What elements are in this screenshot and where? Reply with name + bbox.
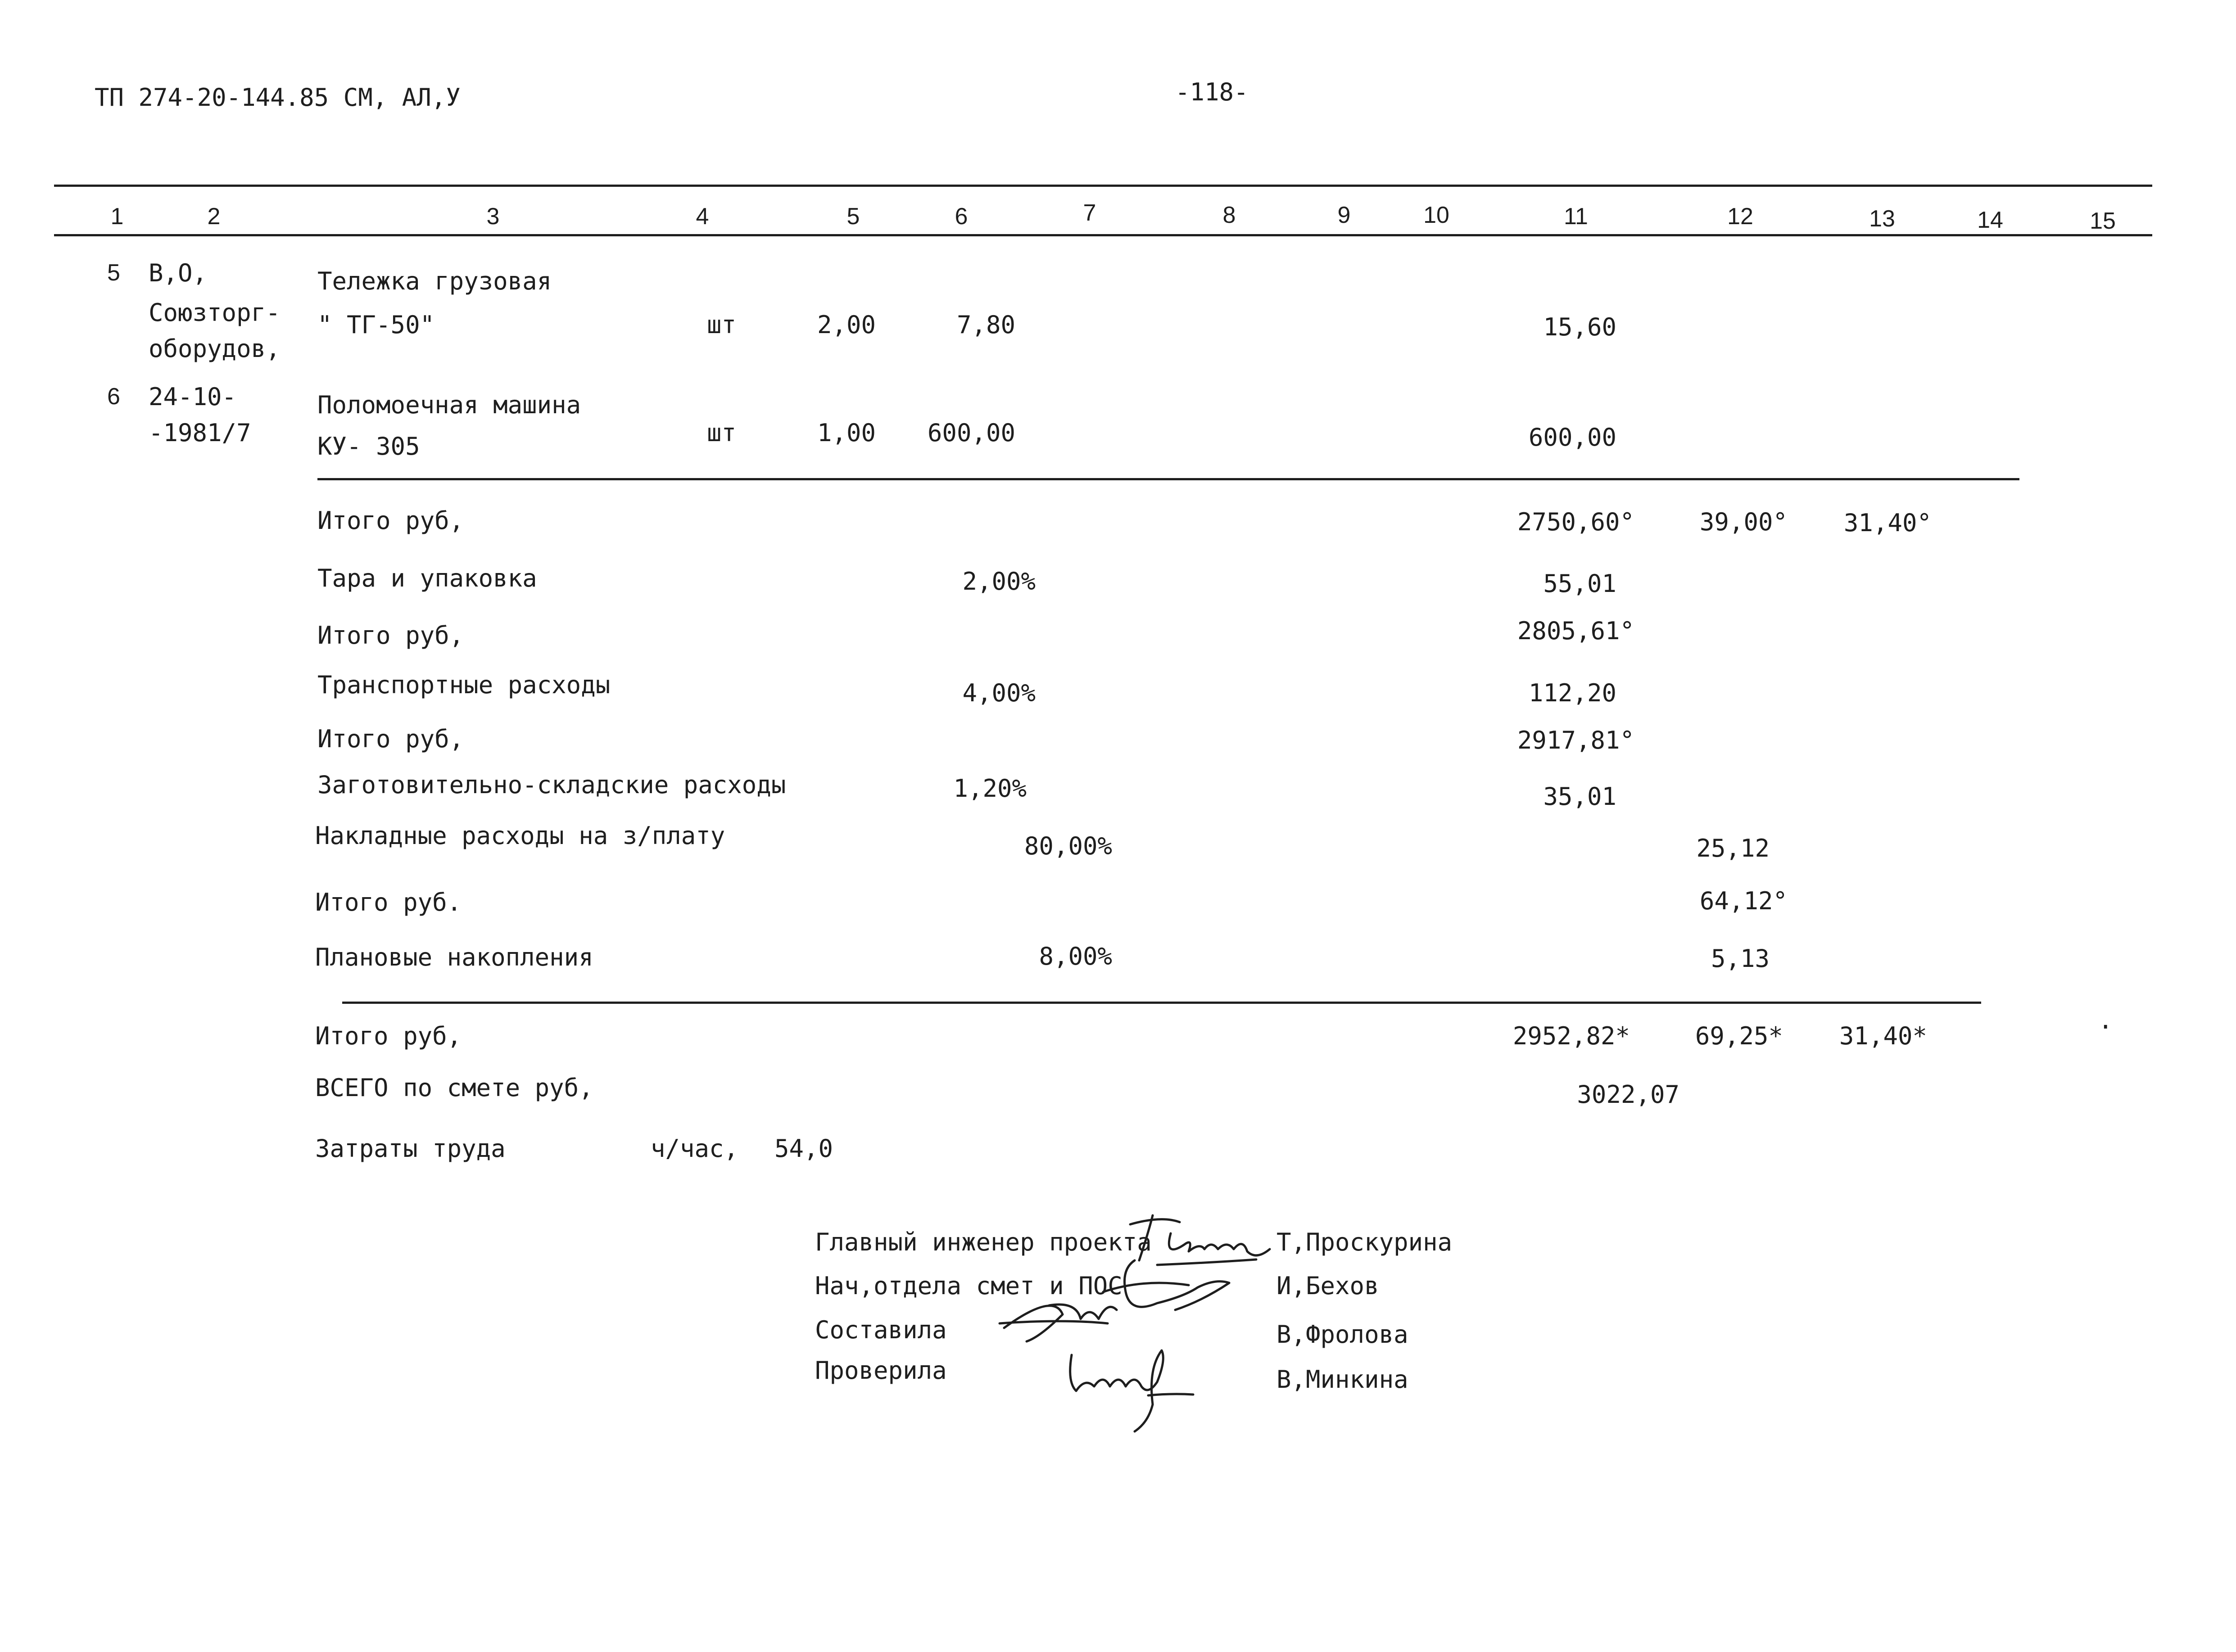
summary-label: Итого руб, [317,725,464,753]
signature-minkina [1058,1341,1229,1436]
summary-percent: 2,00% [962,567,1036,596]
item-source: Союзторг- [149,298,281,327]
final-total-col12: 69,25* [1695,1022,1783,1050]
summary-col12: 25,12 [1696,834,1770,862]
labor-value: 54,0 [774,1134,833,1163]
item-name: КУ- 305 [317,432,420,460]
summary-label: Тара и упаковка [317,564,537,592]
column-number: 12 [1727,203,1753,230]
item-price: 600,00 [927,419,1015,447]
final-total-label: Итого руб, [315,1022,462,1050]
item-source: оборудов, [149,334,281,363]
column-number: 5 [846,203,860,230]
summary-col11: 112,20 [1528,679,1616,707]
table-top-rule [54,185,2152,187]
page-number: -118- [1175,78,1249,106]
totals-divider [342,1002,1981,1004]
grand-total-label: ВСЕГО по смете руб, [315,1074,593,1102]
labor-label: Затраты труда [315,1134,506,1163]
item-source: 24-10- [149,383,237,411]
summary-col12: 5,13 [1711,944,1770,973]
signature-role: Главный инженер проекта [815,1228,1152,1256]
item-total: 600,00 [1528,423,1616,451]
summary-percent: 1,20% [953,774,1027,803]
signature-name: И,Бехов [1276,1272,1379,1300]
summary-label: Транспортные расходы [317,671,611,699]
summary-col12: 39,00° [1699,508,1788,536]
item-name: Тележка грузовая [317,267,552,295]
column-number: 3 [486,203,500,230]
column-number: 7 [1083,200,1096,226]
signature-role: Составила [815,1316,947,1344]
summary-label: Итого руб. [315,888,462,916]
summary-percent: 4,00% [962,679,1036,707]
column-number: 8 [1222,202,1236,228]
column-number: 2 [207,203,221,230]
column-number: 6 [955,203,968,230]
summary-col11: 2750,60° [1517,508,1634,536]
column-number: 13 [1869,206,1895,232]
column-number: 10 [1423,202,1449,228]
summary-label: Итого руб, [317,506,464,535]
summary-col12: 64,12° [1699,887,1788,915]
item-total: 15,60 [1543,313,1616,341]
item-source: -1981/7 [149,419,251,447]
summary-label: Итого руб, [317,621,464,650]
summary-percent: 8,00% [1039,942,1112,970]
item-unit: шт [707,419,737,447]
column-number: 9 [1337,202,1351,228]
labor-unit: ч/час, [651,1134,739,1163]
summary-label: Заготовительно-складские расходы [317,771,786,799]
signature-role: Нач,отдела смет и ПОС [815,1272,1123,1300]
column-number: 4 [696,203,709,230]
signature-name: Т,Проскурина [1276,1228,1453,1256]
summary-col11: 35,01 [1543,782,1616,811]
column-number: 15 [2090,208,2116,234]
item-unit: шт [707,311,737,339]
summary-col13: 31,40° [1843,509,1932,537]
items-divider [317,478,2019,480]
item-quantity: 2,00 [817,311,876,339]
summary-col11: 2805,61° [1517,617,1634,645]
item-price: 7,80 [956,311,1015,339]
item-name: " ТГ-50" [317,311,435,339]
item-quantity: 1,00 [817,419,876,447]
final-total-col13: 31,40* [1839,1022,1927,1050]
summary-label: Плановые накопления [315,943,593,971]
final-total-col11: 2952,82* [1512,1022,1630,1050]
summary-percent: 80,00% [1024,832,1112,860]
signature-name: В,Фролова [1276,1320,1408,1349]
signature-role: Проверила [815,1356,947,1385]
grand-total-value: 3022,07 [1577,1080,1679,1109]
column-number: 1 [110,203,124,230]
summary-col11: 55,01 [1543,569,1616,598]
item-name: Поломоечная машина [317,391,581,419]
column-number: 11 [1564,203,1588,230]
summary-col11: 2917,81° [1517,726,1634,754]
item-source: В,О, [149,259,208,287]
table-header-rule [54,234,2152,236]
item-number: 5 [107,260,120,286]
document-code: ТП 274-20-144.85 СМ, АЛ,У [95,83,461,112]
signature-name: В,Минкина [1276,1365,1408,1394]
item-number: 6 [107,384,120,410]
signature-bekhov [986,1251,1265,1350]
column-number: 14 [1977,207,2003,233]
summary-label: Накладные расходы на з/плату [315,821,725,850]
